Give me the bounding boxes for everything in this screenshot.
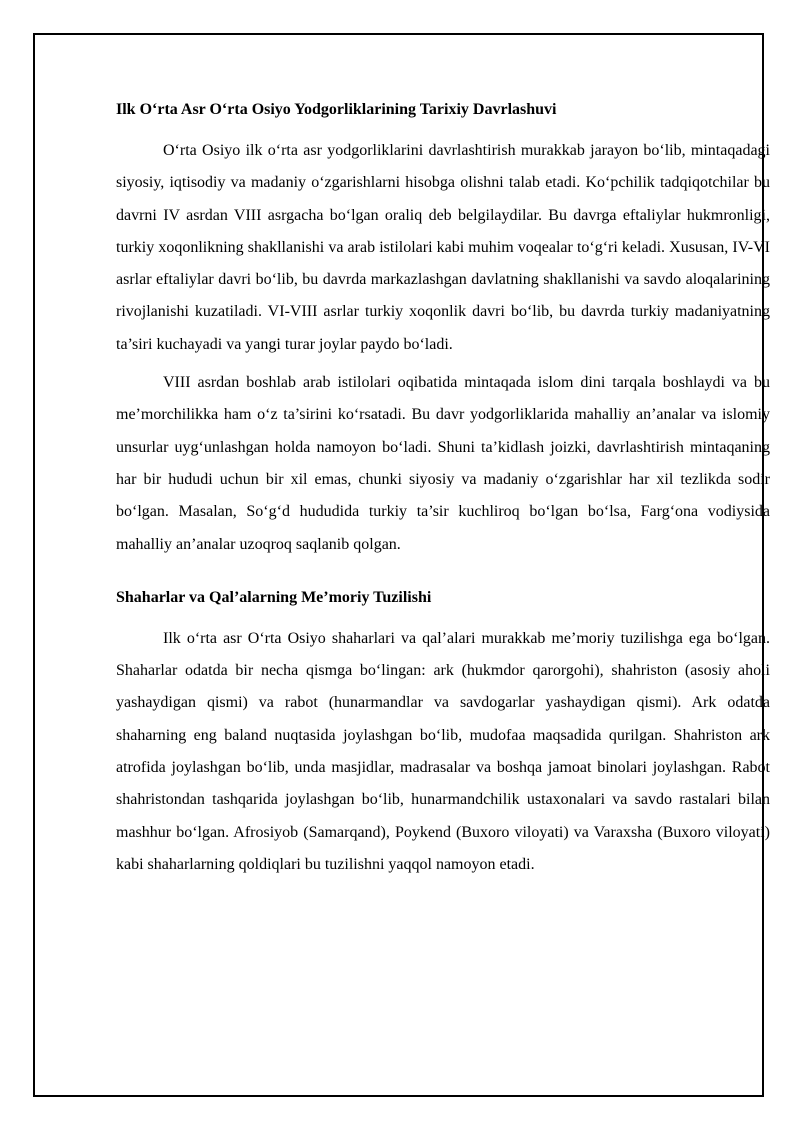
- document-body: [116, 97, 770, 887]
- paragraph: VIII asrdan boshlab arab istilolari oqibatida mintaqada islom dini tarqala boshlaydi va bu me’morchilikka ham o‘z ta’sirini ko‘rsatadi. Bu davr yodgorliklarida mahalliy an’analar va islomiy unsurlar uyg‘unlashgan holda namoyon bo‘ladi. Shuni ta’kidlash joizki, davrlashtirish mintaqaning har bir hududi uchun bir xil emas, chunki siyosiy va madaniy o‘zgarishlar har xil tezlikda sodir bo‘lgan. Masalan, So‘g‘d hududida turkiy ta’sir kuchliroq bo‘lgan bo‘lsa, Farg‘ona vodiysida mahalliy an’analar uzoqroq saqlanib qolgan.: [116, 374, 770, 553]
- section-heading-periodization: Ilk O‘rta Asr O‘rta Osiyo Yodgorliklarining Tarixiy Davrlashuvi: [116, 101, 557, 118]
- paragraph: O‘rta Osiyo ilk o‘rta asr yodgorliklarini davrlashtirish murakkab jarayon bo‘lib, mintaqadagi siyosiy, iqtisodiy va madaniy o‘zgarishlarni hisobga olishni talab etadi. Ko‘pchilik tadqiqotchilar bu davrni IV asrdan VIII asrgacha bo‘lgan oraliq deb belgilaydilar. Bu davrga eftaliylar hukmronligi, turkiy xoqonlikning shakllanishi va arab istilolari kabi muhim voqealar to‘g‘ri keladi. Xususan, IV-VI asrlar eftaliylar davri bo‘lib, bu davrda markazlashgan davlatning shakllanishi va savdo aloqalarining rivojlanishi kuzatiladi. VI-VIII asrlar turkiy xoqonlik davri bo‘lib, bu davrda turkiy madaniyatning ta’siri kuchayadi va yangi turar joylar paydo bo‘ladi.: [116, 142, 770, 353]
- section-heading-architecture: Shaharlar va Qal’alarning Me’moriy Tuzilishi: [116, 588, 432, 606]
- paragraph: Ilk o‘rta asr O‘rta Osiyo shaharlari va qal’alari murakkab me’moriy tuzilishga ega bo‘lgan. Shaharlar odatda bir necha qismga bo‘lingan: ark (hukmdor qarorgohi), shahriston (asosiy aholi yashaydigan qismi) va rabot (hunarmandlar va savdogarlar yashaydigan qismi). Ark odatda shaharning eng baland nuqtasida joylashgan bo‘lib, mudofaa maqsadida qurilgan. Shahriston ark atrofida joylashgan bo‘lib, unda masjidlar, madrasalar va boshqa jamoat binolari joylashgan. Rabot shahristondan tashqarida joylashgan bo‘lib, hunarmandchilik ustaxonalari va savdo rastalari bilan mashhur bo‘lgan. Afrosiyob (Samarqand), Poykend (Buxoro viloyati) va Varaxsha (Buxoro viloyati) kabi shaharlarning qoldiqlari bu tuzilishni yaqqol namoyon etadi.: [116, 629, 770, 873]
